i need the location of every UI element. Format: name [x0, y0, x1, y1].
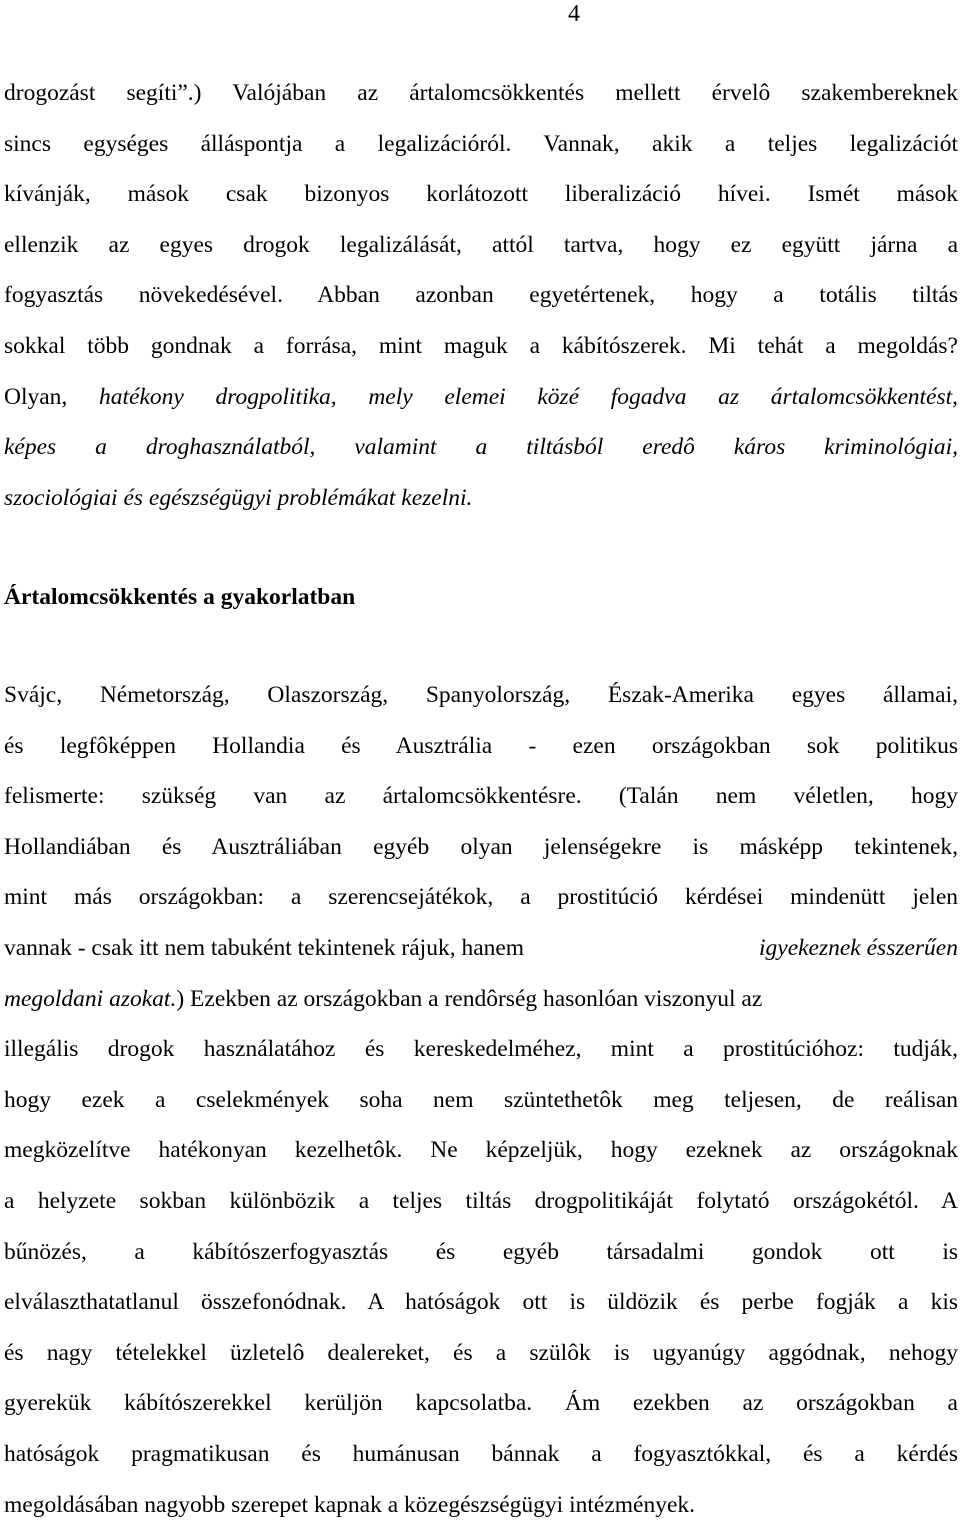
text-line: sincs egységes álláspontja a legalizációról. Vannak, akik a teljes legalizációt	[4, 119, 958, 170]
text-line: elválaszthatatlanul összefonódnak. A hatóságok ott is üldözik és perbe fogják a kis	[4, 1277, 958, 1328]
italic-text: igyekeznek ésszerűen	[759, 923, 958, 974]
text-line: mint más országokban: a szerencsejátékok, a prostitúció kérdései mindenütt jelen	[4, 872, 958, 923]
text-line: ellenzik az egyes drogok legalizálását, attól tartva, hogy ez együtt járna a	[4, 220, 958, 271]
text-line: megoldásában nagyobb szerepet kapnak a közegészségügyi intézmények.	[4, 1480, 958, 1530]
italic-text: szociológiai és egészségügyi problémákat kezelni.	[4, 485, 472, 511]
plain-text: Olyan,	[4, 384, 67, 410]
text-line: gyerekük kábítószerekkel kerüljön kapcsolatba. Ám ezekben az országokban a	[4, 1378, 958, 1429]
text-line: hatóságok pragmatikusan és humánusan bánnak a fogyasztókkal, és a kérdés	[4, 1429, 958, 1480]
paragraph-intro	[4, 68, 958, 523]
italic-text: megoldani azokat.	[4, 986, 176, 1012]
page-number: 4	[568, 0, 580, 28]
text-line: megközelítve hatékonyan kezelhetôk. Ne képzeljük, hogy ezeknek az országoknak	[4, 1125, 958, 1176]
text-line-italic	[4, 422, 958, 473]
plain-text: vannak - csak itt nem tabuként tekintenek rájuk, hanem	[4, 923, 524, 974]
text-line: hogy ezek a cselekmények soha nem szüntethetôk meg teljesen, de reálisan	[4, 1075, 958, 1126]
text-line: drogozást segíti”.) Valójában az ártalomcsökkentés mellett érvelô szakembereknek	[4, 68, 958, 119]
text-line: a helyzete sokban különbözik a teljes tiltás drogpolitikáját folytató országokétól. A	[4, 1176, 958, 1227]
text-line-mixed	[4, 372, 958, 423]
text-line: Hollandiában és Ausztráliában egyéb olyan jelenségekre is másképp tekintenek,	[4, 822, 958, 873]
italic-text: képes a droghasználatból, valamint a tiltásból eredô káros kriminológiai,	[4, 434, 958, 460]
mixed-segment	[4, 974, 762, 1025]
text-line: felismerte: szükség van az ártalomcsökkentésre. (Talán nem véletlen, hogy	[4, 771, 958, 822]
text-line-italic	[4, 473, 958, 524]
text-line: és nagy tételekkel üzletelô dealereket, és a szülôk is ugyanúgy aggódnak, nehogy	[4, 1328, 958, 1379]
plain-text: ) Ezekben az országokban a rendôrség hasonlóan viszonyul az	[176, 986, 762, 1012]
text-line-mixed	[4, 923, 958, 974]
text-line-mixed	[4, 974, 958, 1025]
text-line: sokkal több gondnak a forrása, mint maguk a kábítószerek. Mi tehát a megoldás?	[4, 321, 958, 372]
text-line: és legfôképpen Hollandia és Ausztrália - ezen országokban sok politikus	[4, 721, 958, 772]
text-line: fogyasztás növekedésével. Abban azonban egyetértenek, hogy a totális tiltás	[4, 270, 958, 321]
text-line: bűnözés, a kábítószerfogyasztás és egyéb társadalmi gondok ott is	[4, 1227, 958, 1278]
italic-text: hatékony drogpolitika, mely elemei közé fogadva az ártalomcsökkentést,	[99, 384, 958, 410]
paragraph-practice	[4, 670, 958, 1530]
section-heading: Ártalomcsökkentés a gyakorlatban	[4, 573, 355, 621]
text-line: illegális drogok használatához és kereskedelméhez, mint a prostitúcióhoz: tudják,	[4, 1024, 958, 1075]
text-line: Svájc, Németország, Olaszország, Spanyolország, Észak-Amerika egyes államai,	[4, 670, 958, 721]
text-line: kívánják, mások csak bizonyos korlátozott liberalizáció hívei. Ismét mások	[4, 169, 958, 220]
